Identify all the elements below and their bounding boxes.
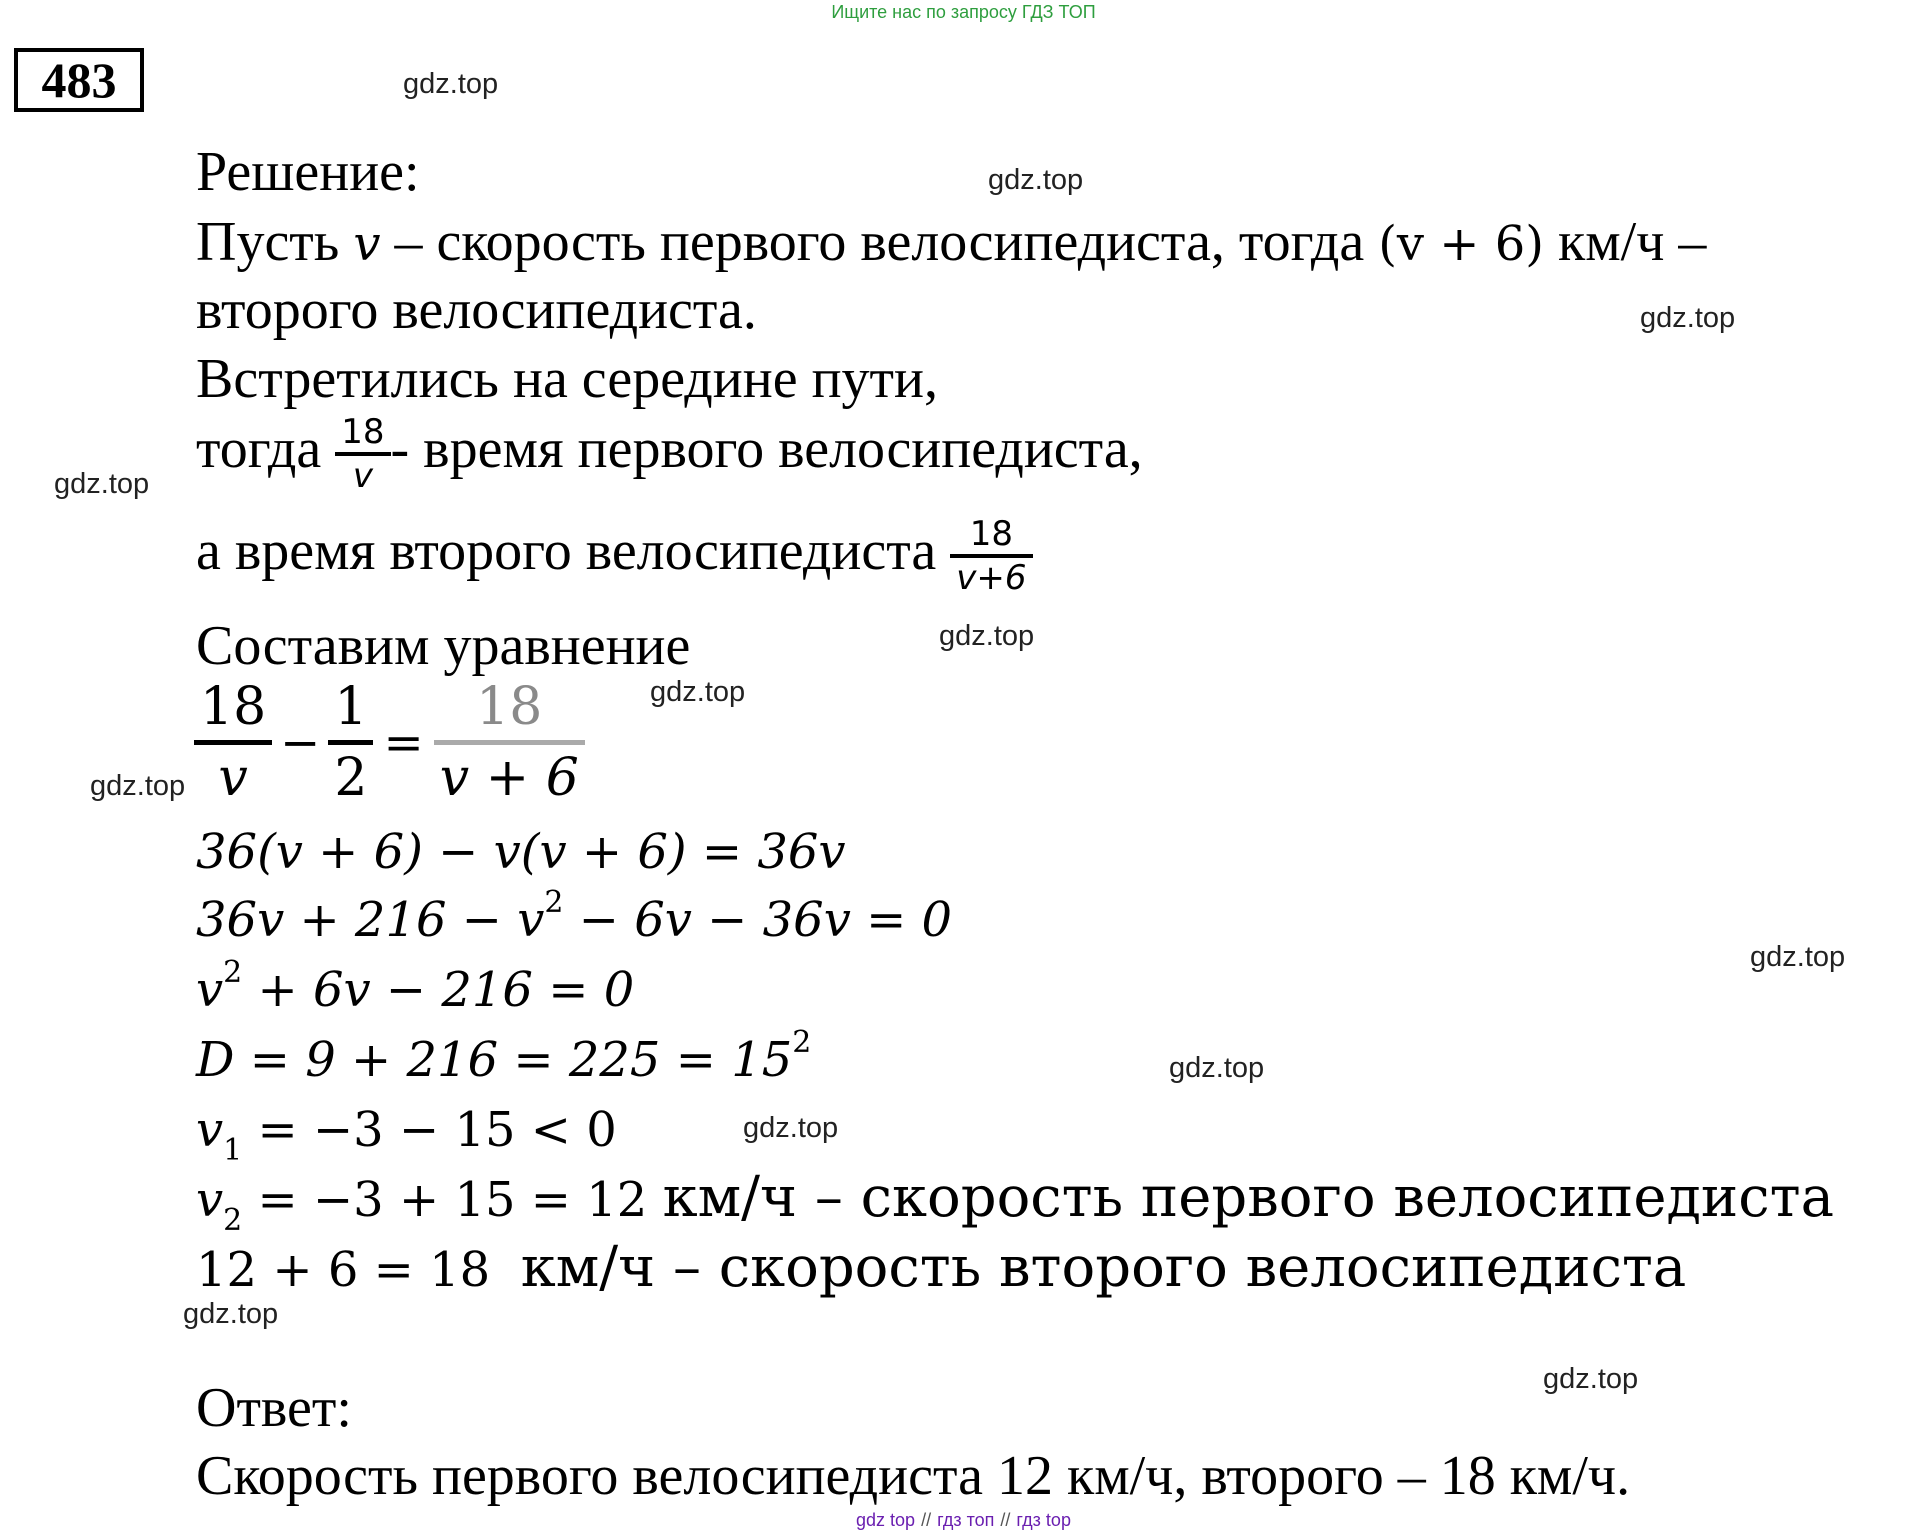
solution-heading: Решение: [196,141,420,203]
step-1: 36(v + 6) − v(v + 6) = 36v [196,824,846,880]
watermark: gdz.top [183,1298,279,1330]
header-search-note: Ищите нас по запросу ГДЗ ТОП [831,2,1096,22]
second-speed-line: 12 + 6 = 18 км/ч – скорость второго велосипедиста [196,1235,1687,1300]
root-1: $v_1 = -3 - 15 < 0$ [196,1102,617,1168]
step-4-discriminant: $D = 9 + 216 = 225 = 15^2$ [196,1025,812,1088]
answer-text: Скорость первого велосипедиста 12 км/ч, второго – 18 км/ч. [196,1445,1631,1507]
watermark: gdz.top [1750,941,1846,973]
eq-fraction-a: $\frac{18}{v}$ [194,674,272,811]
watermark: gdz.top [939,620,1035,652]
step-3: $v^2 + 6v - 216 = 0$ [196,955,635,1018]
solution-line-6: Составим уравнение [196,615,691,677]
fraction-second-time: $\frac{18}{v+6}$ [950,514,1032,598]
step-2: $36v + 216 - v^2 - 6v - 36v = 0$ [196,885,953,948]
watermark: gdz.top [403,68,499,100]
answer-heading: Ответ: [196,1377,352,1439]
solution-line-2: второго велосипедиста. [196,279,757,341]
problem-number: 483 [14,48,144,112]
solution-line-3: Встретились на середине пути, [196,348,938,410]
watermark: gdz.top [988,164,1084,196]
solution-line-1: Пусть v – скорость первого велосипедиста, тогда (v + 6) км/ч – [196,211,1707,273]
footer-note: gdz top // гдз топ // гдз top [856,1510,1071,1530]
watermark: gdz.top [90,770,186,802]
watermark: gdz.top [743,1112,839,1144]
solution-line-5: а время второго велосипедиста $\frac{18}{v+6}$ [196,514,1033,598]
solution-line-4: тогда $\frac{18}{v}$ - время первого велосипедиста, [196,412,1143,496]
eq-fraction-c: $\frac{18}{v + 6}$ [434,674,585,811]
equation-fractions: $\frac{18}{v}$ − $\frac{1}{2}$ = $\frac{18}{v + 6}$ [194,674,585,811]
root-2: $v_2 = -3 + 15 = 12$ км/ч – скорость первого велосипедиста [196,1165,1834,1238]
watermark: gdz.top [54,468,150,500]
watermark: gdz.top [650,676,746,708]
watermark: gdz.top [1543,1363,1639,1395]
watermark: gdz.top [1169,1052,1265,1084]
fraction-first-time: $\frac{18}{v}$ [335,412,390,496]
watermark: gdz.top [1640,302,1736,334]
eq-fraction-b: $\frac{1}{2}$ [328,674,373,811]
